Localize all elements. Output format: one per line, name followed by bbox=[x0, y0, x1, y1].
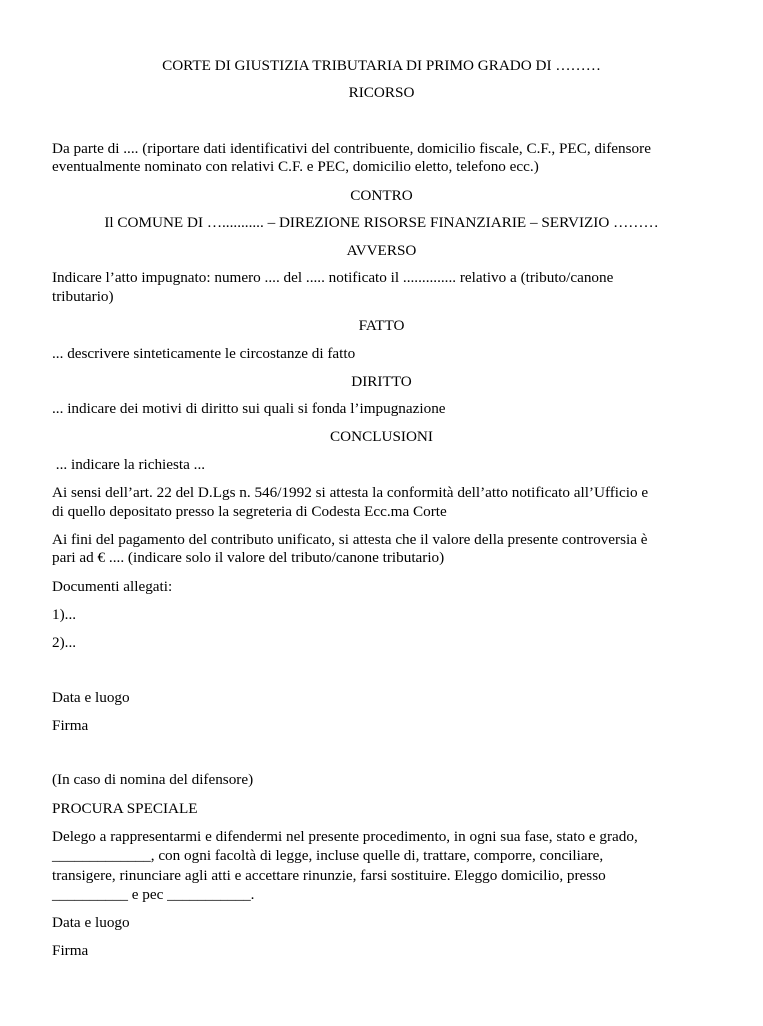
date-place-label: Data e luogo bbox=[52, 689, 130, 706]
conformity-line-2: di quello depositato presso la segreteria di Codesta Ecc.ma Corte bbox=[52, 503, 447, 520]
fatto-heading: FATTO bbox=[358, 317, 405, 334]
procura-line-2: _____________, con ogni facoltà di legge, incluse quelle di, trattare, comporre, conciliare, bbox=[52, 847, 604, 864]
act-line-1: Indicare l’atto impugnato: numero .... del ..... notificato il .............. relativo a (tributo/canone bbox=[52, 269, 614, 286]
signature-label: Firma bbox=[52, 717, 89, 734]
attachments-label: Documenti allegati: bbox=[52, 578, 173, 595]
procura-line-3: transigere, rinunciare agli atti e accettare rinunzie, farsi sostituire. Eleggo domicilio, presso bbox=[52, 867, 606, 884]
procura-line-1: Delego a rappresentarmi e difendermi nel presente procedimento, in ogni sua fase, stato e grado, bbox=[52, 828, 638, 845]
procura-line-4: __________ e pec ___________. bbox=[52, 886, 255, 903]
court-header: CORTE DI GIUSTIZIA TRIBUTARIA DI PRIMO GRADO DI ……… bbox=[162, 57, 601, 74]
document-title: RICORSO bbox=[348, 84, 415, 101]
signature-label-2: Firma bbox=[52, 942, 89, 959]
act-line-2: tributario) bbox=[52, 288, 114, 305]
parties-line-2: eventualmente nominato con relativi C.F. e PEC, domicilio eletto, telefono ecc.) bbox=[52, 158, 539, 175]
procura-heading: PROCURA SPECIALE bbox=[52, 800, 198, 817]
conclusioni-text: ... indicare la richiesta ... bbox=[52, 456, 206, 473]
conformity-line-1: Ai sensi dell’art. 22 del D.Lgs n. 546/1992 si attesta la conformità dell’atto notificato all’Ufficio e bbox=[52, 484, 649, 501]
diritto-heading: DIRITTO bbox=[351, 373, 412, 390]
attachment-item-1: 1)... bbox=[52, 606, 77, 623]
fatto-text: ... descrivere sinteticamente le circostanze di fatto bbox=[52, 345, 356, 362]
value-line-2: pari ad € .... (indicare solo il valore del tributo/canone tributario) bbox=[52, 549, 445, 566]
avverso-heading: AVVERSO bbox=[346, 242, 417, 259]
value-line-1: Ai fini del pagamento del contributo unificato, si attesta che il valore della presente controversia è bbox=[52, 531, 648, 548]
contro-heading: CONTRO bbox=[350, 187, 413, 204]
parties-line-1: Da parte di .... (riportare dati identificativi del contribuente, domicilio fiscale, C.F., PEC, difensore bbox=[52, 140, 651, 157]
attachment-item-2: 2)... bbox=[52, 634, 77, 651]
respondent-line: Il COMUNE DI …........... – DIREZIONE RISORSE FINANZIARIE – SERVIZIO ……… bbox=[104, 214, 659, 231]
diritto-text: ... indicare dei motivi di diritto sui quali si fonda l’impugnazione bbox=[52, 400, 446, 417]
date-place-label-2: Data e luogo bbox=[52, 914, 130, 931]
conclusioni-heading: CONCLUSIONI bbox=[330, 428, 433, 445]
nomination-note: (In caso di nomina del difensore) bbox=[52, 771, 254, 788]
